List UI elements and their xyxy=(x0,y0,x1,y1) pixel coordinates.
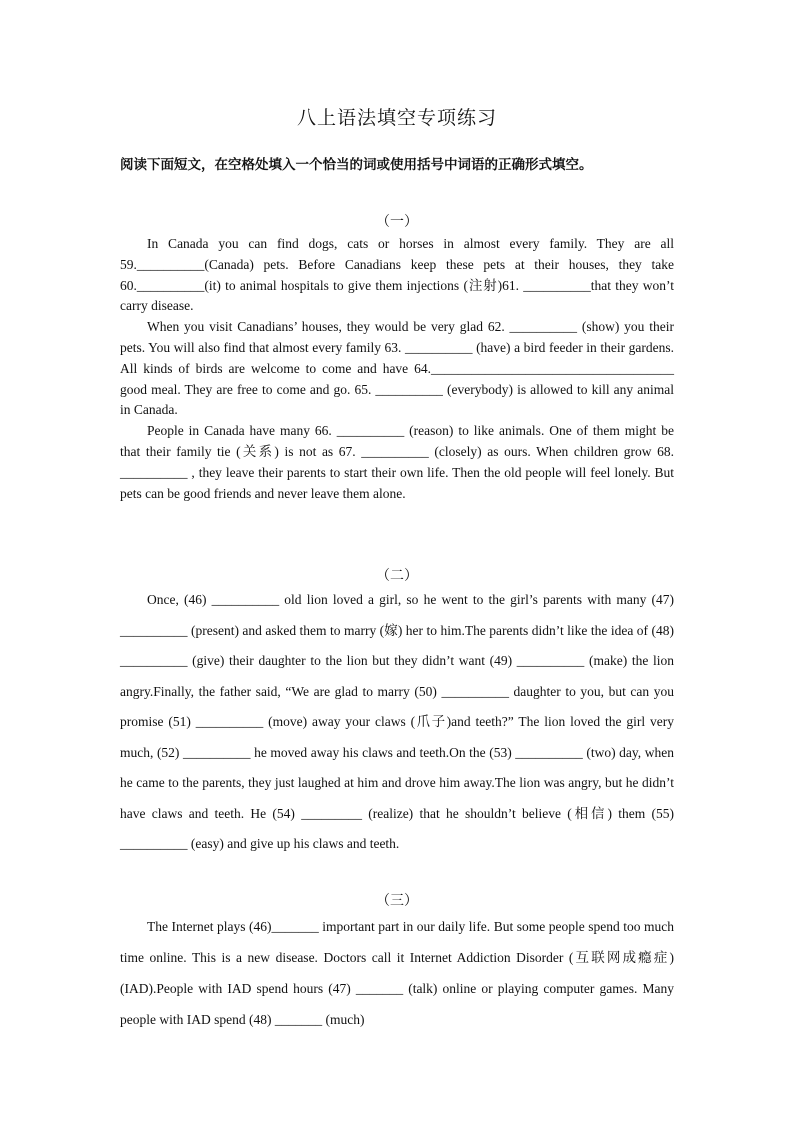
section-2-heading: （二） xyxy=(376,569,418,584)
section-1-passage xyxy=(120,234,674,504)
passage-paragraph: When you visit Canadians’ houses, they would be very glad 62. __________ (show) you their pets. You will also find that almost every family 63. __________ (have) a bird feeder in their gardens. All kinds of birds are welcome to come and have 64.____________________________________ good meal. They are free to come and go. 65. __________ (everybody) is allowed to kill any animal in Canada. xyxy=(120,319,674,418)
page-title: 八上语法填空专项练习 xyxy=(296,107,497,129)
passage-paragraph: The Internet plays (46)_______ important part in our daily life. But some people spend too much time online. This is a new disease. Doctors call it Internet Addiction Disorder (互联网成瘾症)(IAD).People with IAD spend hours (47) _______ (talk) online or playing computer games. Many people with IAD spend (48) _______ (much) xyxy=(120,919,674,1027)
section-3-heading: （三） xyxy=(376,894,418,909)
passage-paragraph: People in Canada have many 66. __________ (reason) to like animals. One of them might be that their family tie (关系) is not as 67. __________ (closely) as ours. When children grow 68. __________ , they leave their parents to start their own life. Then the old people will feel lonely. But pets can be good friends and never leave them alone. xyxy=(120,423,674,501)
section-3-passage xyxy=(120,911,674,1035)
section-1-heading: （一） xyxy=(376,215,418,230)
passage-paragraph: In Canada you can find dogs, cats or horses in almost every family. They are all 59.__________(Canada) pets. Before Canadians keep these pets at their houses, they take 60.__________(it) to animal hospitals to give them injections (注射)61. __________that they won’t carry disease. xyxy=(120,236,674,314)
passage-paragraph: Once, (46) __________ old lion loved a girl, so he went to the girl’s parents with many (47) __________ (present) and asked them to marry (嫁) her to him.The parents didn’t like the idea of (48) __________ (give) their daughter to the lion but they didn’t want (49) __________ (make) the lion angry.Finally, the father said, “We are glad to marry (50) __________ daughter to you, but can you promise (51) __________ (move) away your claws (爪子)and teeth?” The lion loved the girl very much, (52) __________ he moved away his claws and teeth.On the (53) __________ (two) day, when he came to the parents, they just laughed at him and drove him away.The lion was angry, but he didn’t have claws and teeth. He (54) _________ (realize) that he shouldn’t believe (相信) them (55) __________ (easy) and give up his claws and teeth. xyxy=(120,592,674,851)
section-2-passage xyxy=(120,585,674,860)
instruction-text: 阅读下面短文，在空格处填入一个恰当的词或使用括号中词语的正确形式填空。 xyxy=(120,157,593,173)
